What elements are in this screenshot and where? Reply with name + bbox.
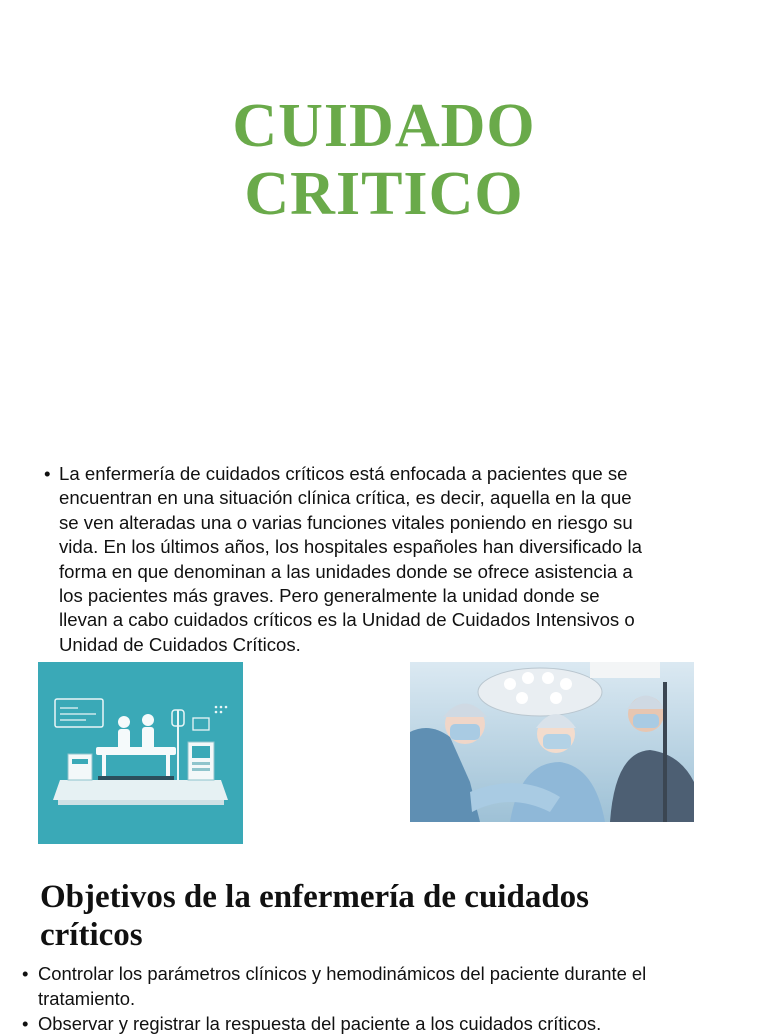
intro-bullet (40, 462, 700, 657)
intro-line: se ven alteradas una o varias funciones vitales poniendo en riesgo su (59, 511, 633, 533)
icu-nurses-illustration (38, 662, 243, 844)
intro-line: forma en que denominan a las unidades donde se ofrece asistencia a (59, 560, 633, 582)
objectives-item-line: Observar y registrar la respuesta del paciente a los cuidados críticos. (38, 1013, 602, 1034)
objectives-item-line: Controlar los parámetros clínicos y hemodinámicos del paciente durante el (38, 963, 647, 984)
objectives-list (20, 961, 740, 1036)
title-line-2: CRITICO (244, 160, 524, 228)
objectives-heading-line-1: Objetivos de la enfermería de cuidados (40, 879, 590, 915)
title-line-1: CUIDADO (232, 92, 536, 160)
intro-line: los pacientes más graves. Pero generalmente la unidad donde se (59, 585, 600, 607)
intro-line: Unidad de Cuidados Críticos. (59, 633, 301, 655)
objectives-heading-line-2: críticos (40, 917, 143, 953)
intro-list (40, 462, 700, 657)
intro-line: llevan a cabo cuidados críticos es la Unidad de Cuidados Intensivos o (59, 609, 635, 631)
intro-line: vida. En los últimos años, los hospitales españoles han diversificado la (59, 536, 642, 558)
surgeons-photo (410, 662, 694, 822)
intro-line: La enfermería de cuidados críticos está enfocada a pacientes que se (59, 463, 628, 484)
intro-line: encuentran en una situación clínica crítica, es decir, aquella en la que (59, 487, 632, 509)
objectives-item-line: tratamiento. (38, 988, 136, 1009)
objectives-item (20, 961, 740, 1011)
page-title (0, 92, 768, 228)
objectives-heading (40, 878, 740, 954)
